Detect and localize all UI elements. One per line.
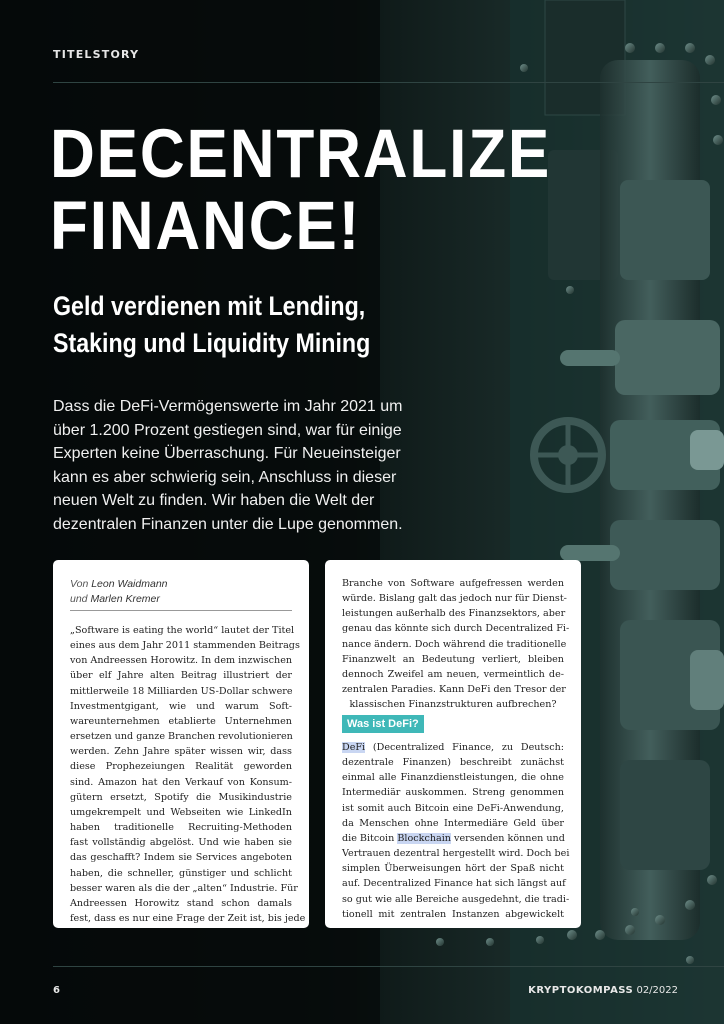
text-line: würde. Bislang galt das jedoch nur für Dienst-	[342, 593, 567, 605]
text-line: zentralen Paradies. Kann DeFi den Tresor der	[342, 684, 566, 696]
article-body-right	[342, 576, 570, 712]
text-line: Finanzwelt an Bedeutung verliert, bleiben	[342, 653, 564, 665]
text-line: dezentrale Finanzen) beschreibt zunächst	[342, 757, 564, 769]
intro-line: Experten keine Überraschung. Für Neueinsteiger	[53, 445, 401, 463]
subheadline-line-2: Staking und Liquidity Mining	[53, 328, 371, 358]
text-line: besser waren als die der „alten“ Industrie. Für	[70, 882, 298, 894]
text-line: über elf Jahre alten Beitrag illustriert der	[70, 670, 292, 682]
text-line: ersetzen und ganze Branchen revolutionieren	[70, 731, 293, 743]
text-line: so gut wie alle Bereiche ausgedehnt, die tradi-	[342, 893, 570, 905]
byline-prefix: und	[70, 593, 88, 605]
intro-line: über 1.200 Prozent gestiegen sind, war für einige	[53, 421, 402, 439]
article-body-left	[70, 623, 306, 926]
text-line: da Menschen ohne Intermediäre Geld über	[342, 817, 564, 829]
byline-prefix: Von	[70, 578, 89, 590]
text-line: fast vollständig abgelöst. Und wie haben sie	[70, 837, 292, 849]
text-line: werden. Zehn Jahre später wissen wir, dass	[70, 746, 292, 758]
headline-line-2: FINANCE!	[50, 187, 362, 264]
author-name: Leon Waidmann	[91, 578, 168, 590]
text-line: gütern ersetzt, Spotify die Musikindustrie	[70, 791, 292, 803]
subheadline	[53, 288, 449, 362]
text-line: nance ändern. Doch während die traditionelle	[342, 638, 567, 650]
intro-line: neuen Welt zu finden. Wir haben die Welt der	[53, 492, 375, 510]
text-line: fest, dass es nur eine Frage der Zeit ist, bis jede	[70, 912, 306, 924]
info-box-heading: Was ist DeFi?	[342, 715, 424, 733]
text-line: eines aus dem Jahr 2011 stammenden Beitrags	[70, 640, 300, 652]
text-line: haben traditionelle Recruiting-Methoden	[70, 822, 292, 834]
section-label: TITELSTORY	[53, 48, 140, 61]
byline	[70, 577, 292, 607]
text-fragment: die Bitcoin	[342, 832, 398, 844]
page-number: 6	[53, 985, 60, 996]
byline-divider	[70, 610, 292, 611]
subheadline-line-1: Geld verdienen mit Lending,	[53, 291, 366, 321]
text-line: einmal alle Finanzdienstleistungen, die ohne	[342, 772, 564, 784]
text-line	[342, 740, 564, 755]
top-divider	[53, 82, 724, 83]
text-line: „Software is eating the world“ lautet der Titel	[70, 625, 295, 636]
issue-number: 02/2022	[636, 985, 678, 996]
intro-line: Dass die DeFi-Vermögenswerte im Jahr 2021 um	[53, 398, 403, 415]
text-line: genau das könnte sich durch Decentralized Fi-	[342, 623, 570, 635]
text-line: haben, die schneller, günstiger und schlicht	[70, 867, 292, 879]
headline-line-1: DECENTRALIZE	[50, 115, 552, 192]
info-box-body	[342, 740, 570, 922]
text-line: tionell mit zentralen Instanzen abgewickelt	[342, 908, 564, 920]
text-fragment: versenden können und	[450, 832, 565, 844]
text-line: Branche von Software aufgefressen werden	[342, 578, 564, 589]
author-name: Marlen Kremer	[90, 593, 160, 605]
article-column-left	[53, 560, 309, 928]
text-line: auf. Decentralized Finance hat sich längst auf	[342, 878, 566, 890]
text-line	[342, 831, 564, 846]
text-line: Vertrauen dezentral hergestellt wird. Doch bei	[342, 848, 570, 860]
text-line: von Andreessen Horowitz. In dem inzwischen	[70, 655, 293, 667]
text-line: leistungen außerhalb des Finanzsektors, aber	[342, 608, 566, 620]
footer-brand	[528, 985, 678, 996]
headline	[50, 115, 554, 264]
text-fragment: (Decentralized Finance, zu Deutsch:	[365, 742, 564, 753]
text-line: diese Prophezeiungen Realität geworden	[70, 761, 292, 773]
bottom-divider	[53, 966, 724, 967]
glossary-link-defi[interactable]: DeFi	[342, 742, 366, 753]
intro-line: dezentralen Finanzen unter die Lupe genommen.	[53, 515, 403, 533]
article-column-right	[325, 560, 581, 928]
text-line: dennoch Zweifel am neuen, vermeintlich de-	[342, 668, 564, 680]
text-line: das geschafft? Indem sie Services angeboten	[70, 852, 292, 864]
text-line: simplen Überweisungen hört der Spaß nicht	[342, 863, 564, 875]
intro-line: kann es aber schwierig sein, Anschluss in dieser	[53, 468, 397, 486]
text-line: klassischen Finanzstrukturen aufbrechen?	[349, 699, 557, 711]
text-line: umgekrempelt und Webseiten wie LinkedIn	[70, 806, 292, 818]
text-line: wareunternehmen etablierte Unternehmen	[70, 715, 292, 727]
text-line: mittlerweile 18 Milliarden US-Dollar schwere	[70, 685, 293, 697]
text-line: Andreessen Horowitz stand schon damals	[70, 897, 292, 909]
text-line: sind. Amazon hat den Verkauf von Konsum-	[70, 776, 292, 788]
intro-paragraph	[53, 395, 405, 537]
magazine-name: KRYPTOKOMPASS	[528, 985, 634, 996]
text-line: Intermediär auskommen. Streng genommen	[342, 787, 564, 799]
glossary-link-blockchain[interactable]: Blockchain	[397, 832, 451, 844]
text-line: Investmentgigant, wie und warum Soft-	[70, 700, 292, 712]
text-line: ist somit auch Bitcoin eine DeFi-Anwendung,	[342, 802, 564, 814]
